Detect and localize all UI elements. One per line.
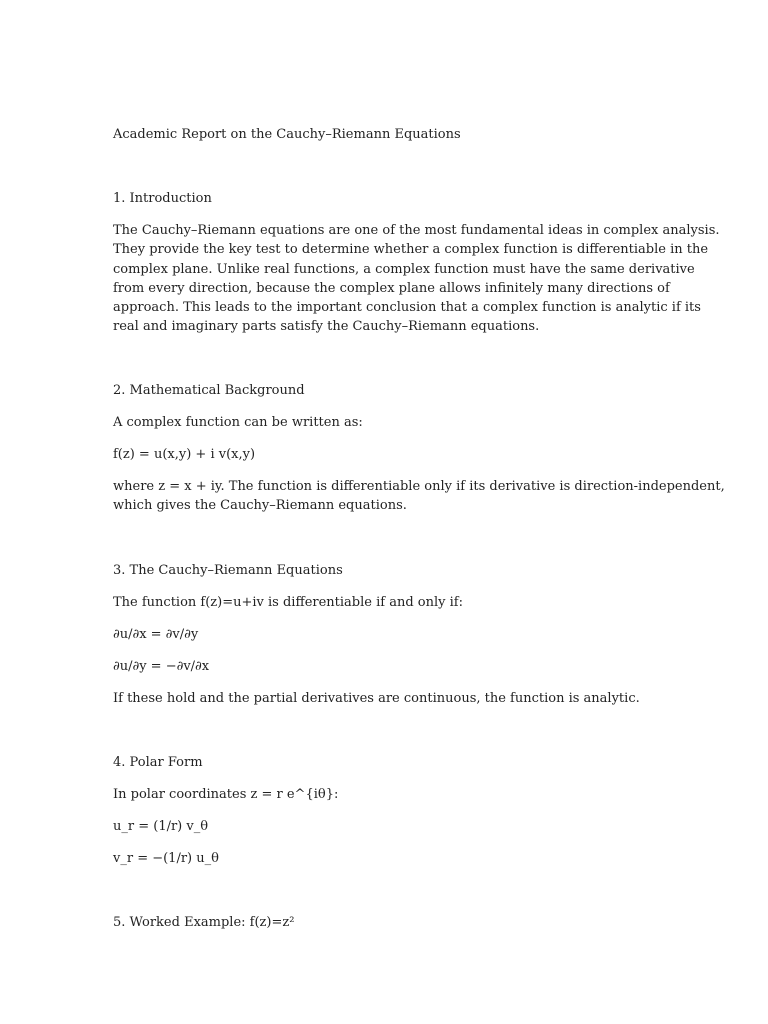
polar-equation-1: u_r = (1/r) v_θ — [113, 819, 209, 834]
polar-equation-2: v_r = −(1/r) u_θ — [113, 851, 219, 866]
paragraph-line: They provide the key test to determine whether a complex function is differentiable in the — [113, 242, 709, 258]
paragraph-line: approach. This leads to the important conclusion that a complex function is analytic if its — [113, 300, 701, 316]
equations-conclusion: If these hold and the partial derivatives are continuous, the function is analytic. — [113, 691, 640, 706]
background-paragraph — [113, 477, 725, 516]
equation-1: ∂u/∂x = ∂v/∂y — [113, 627, 199, 642]
paragraph-line: complex plane. Unlike real functions, a complex function must have the same derivative — [113, 261, 695, 277]
introduction-paragraph — [113, 221, 720, 337]
section-heading-mathematical-background: 2. Mathematical Background — [113, 383, 305, 398]
equations-intro: The function f(z)=u+iv is differentiable if and only if: — [113, 595, 463, 610]
section-heading-worked-example: 5. Worked Example: f(z)=z² — [113, 915, 295, 930]
section-heading-introduction: 1. Introduction — [113, 191, 212, 206]
polar-intro: In polar coordinates z = r e^{iθ}: — [113, 787, 339, 802]
paragraph-line: real and imaginary parts satisfy the Cauchy–Riemann equations. — [113, 319, 540, 335]
section-heading-cauchy-riemann-equations: 3. The Cauchy–Riemann Equations — [113, 563, 343, 578]
equation-2: ∂u/∂y = −∂v/∂x — [113, 659, 210, 674]
paragraph-line: where z = x + iy. The function is differentiable only if its derivative is direction-independent, — [113, 479, 725, 494]
document-title: Academic Report on the Cauchy–Riemann Equations — [113, 127, 461, 142]
paragraph-line: from every direction, because the complex plane allows infinitely many directions of — [113, 280, 670, 296]
function-formula: f(z) = u(x,y) + i v(x,y) — [113, 447, 256, 462]
section-heading-polar-form: 4. Polar Form — [113, 755, 203, 770]
background-intro: A complex function can be written as: — [113, 415, 363, 430]
paragraph-line: which gives the Cauchy–Riemann equations. — [113, 498, 407, 514]
paragraph-line: The Cauchy–Riemann equations are one of the most fundamental ideas in complex analysis. — [113, 223, 720, 238]
